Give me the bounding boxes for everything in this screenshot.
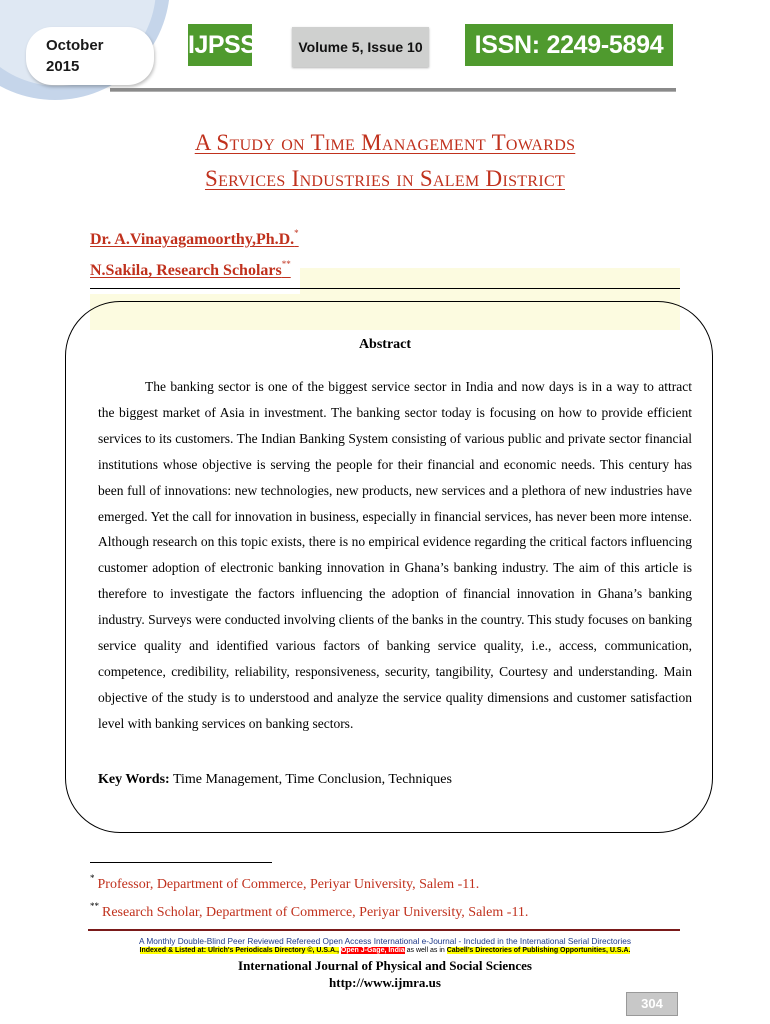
author-2-mark: ** — [281, 259, 291, 269]
journal-abbr-badge: IJPSS — [188, 24, 252, 66]
footnote-2-text: Research Scholar, Department of Commerce, Periyar University, Salem -11. — [102, 905, 529, 920]
paper-title-line1: A Study on Time Management Towards — [194, 130, 576, 155]
journal-url[interactable]: http://www.ijmra.us — [329, 975, 441, 990]
footnote-2 — [90, 901, 528, 921]
keywords-text: Time Management, Time Conclusion, Techniques — [172, 772, 452, 787]
volume-issue-badge: Volume 5, Issue 10 — [292, 27, 429, 67]
footnote-2-mark: ** — [90, 901, 99, 911]
author-rule — [90, 288, 680, 289]
journal-name: International Journal of Physical and Social Sciences — [238, 958, 532, 973]
date-year: 2015 — [46, 58, 80, 75]
date-month: October — [46, 37, 104, 54]
date-badge — [26, 27, 154, 85]
footer-jgage: Open J-Gage, India — [340, 947, 405, 954]
footer-indexing — [0, 947, 770, 954]
footnote-rule — [90, 862, 272, 863]
footnote-1-text: Professor, Department of Commerce, Periyar University, Salem -11. — [97, 877, 480, 892]
header-rule — [110, 88, 676, 92]
keywords-label: Key Words: — [98, 772, 170, 787]
author-2-name: N.Sakila, Research Scholars — [90, 262, 282, 279]
footer-rule — [88, 929, 680, 931]
keywords — [98, 772, 452, 788]
footer-description: A Monthly Double-Blind Peer Reviewed Refereed Open Access International e-Journal - Included in the International Serial Directories — [138, 936, 632, 946]
footnote-1-mark: * — [90, 873, 95, 883]
author-1 — [90, 228, 299, 249]
paper-title-line2: Services Industries in Salem District — [204, 166, 565, 191]
footer-ulrich: Indexed & Listed at: Ulrich's Periodicals Directory ©, U.S.A., — [139, 947, 339, 954]
author-1-mark: * — [294, 228, 299, 238]
abstract-body: The banking sector is one of the biggest service sector in India and now days is in a way to attract the biggest market of Asia in investment. The banking sector today is focusing on how to provide efficient services to its customers. The Indian Banking System consisting of various public and private sector financial institutions whose objective is serving the people for their financial and economic needs. This century has been full of innovations: new technologies, new products, new services and a plethora of new industries have emerged. Yet the call for innovation in business, especially in financial services, has never been more intense. Although research on this topic exists, there is no empirical evidence regarding the critical factors influencing customer adoption of electronic banking innovation in Ghana’s banking industry. The aim of this article is therefore to investigate the factors influencing the adoption of financial innovation in Ghana’s banking industry. Surveys were conducted involving clients of the banks in the country. This study focuses on banking service quality and identified various factors of banking service quality, i.e., access, communication, competence, credibility, reliability, responsiveness, security, tangibility, Courtesy and understanding. Main objective of the study is to understood and analyze the service quality dimensions and customer satisfaction level with banking services on banking sectors. — [98, 379, 692, 731]
author-2 — [90, 259, 291, 280]
issn-badge: ISSN: 2249-5894 — [465, 24, 673, 66]
author-1-name: Dr. A.Vinayagamoorthy,Ph.D. — [90, 231, 295, 248]
footnote-1 — [90, 873, 479, 893]
abstract-heading: Abstract — [358, 337, 412, 352]
footer-cabell: Cabell’s Directories of Publishing Opportunities, U.S.A. — [446, 947, 631, 954]
page-number: 304 — [626, 992, 678, 1016]
footer-aswell: as well as in — [406, 947, 445, 954]
